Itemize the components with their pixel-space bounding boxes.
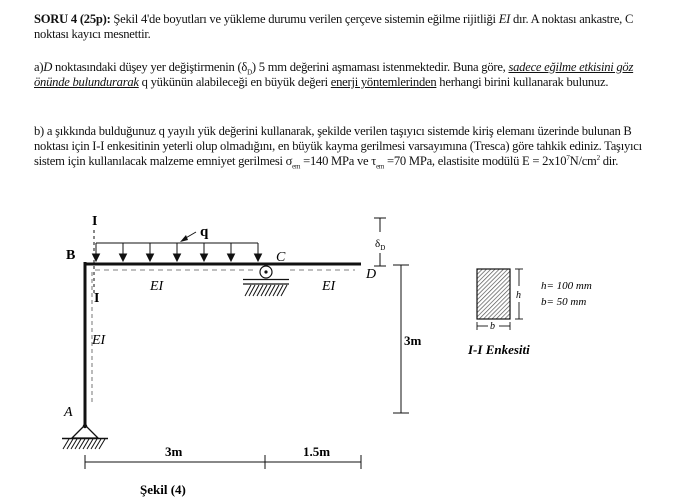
node-label-a: A [64, 405, 73, 420]
part-a-text-1: noktasındaki düşey yer değiştirmenin (δ [52, 60, 248, 74]
cross-section-title: I-I Enkesiti [468, 342, 530, 357]
part-b-sup-7: 7 [566, 154, 570, 163]
part-b-text-2: =140 MPa ve τ [300, 154, 377, 169]
section-cut-label-bottom: I [94, 291, 100, 306]
cross-section-h-label: h [516, 290, 521, 301]
node-label-c: C [276, 250, 286, 265]
height-dimension-label: 3m [404, 333, 422, 348]
intro-text-1: Şekil 4'de boyutları ve yükleme durumu verilen çerçeve sistemin eğilme rijitliği [110, 12, 499, 26]
intro-text-2: dır. A noktası ankastre, C noktası kayıcı mesnettir. [34, 12, 634, 42]
part-b-text-1: b) a şıkkında bulduğunuz q yayılı yük değerini kullanarak, şekilde verilen taşıyıcı sistemde kiriş elemanı üzerinde bulunan B noktası için I-I enkesitinin yeterli olup olmadığını, en büyük kayma gerilmesi varsayımına (Tresca) göre tahkik ediniz. Taşıyıcı sistem için kullanılacak malzeme emniyet gerilmesi σ [34, 124, 642, 169]
node-label-d: D [366, 267, 377, 282]
load-label-q: q [200, 224, 209, 240]
cross-section-b-value: b= 50 mm [541, 296, 587, 308]
delta-d-label: $\delta_D$ [375, 238, 386, 252]
load-arrows [93, 243, 262, 261]
part-a-sub-d: D [247, 68, 252, 77]
node-label-b: B [66, 248, 76, 263]
cross-section-h-value: h= 100 mm [541, 280, 592, 292]
part-a-emphasis: sadece eğilme etkisini göz önünde bulundurarak [34, 60, 634, 90]
part-a-d: D [43, 60, 53, 74]
part-b-sub-em2: em [376, 162, 385, 171]
span-dimension-label-1: 3m [165, 444, 183, 459]
part-b-sup-2: 2 [596, 154, 600, 163]
section-cut-label-top: I [92, 214, 98, 229]
part-a-label: a) [34, 60, 44, 74]
cross-section-b-label: b [490, 321, 495, 332]
part-b-sub-em1: em [292, 162, 301, 171]
part-b-text-5: dir. [599, 154, 619, 169]
cross-section-rect [477, 269, 510, 319]
part-b-text-4: N/cm [569, 154, 597, 169]
span-dimension-label-2: 1.5m [303, 444, 331, 459]
ei-label-column: EI [92, 333, 106, 348]
part-a-text-3: q yükünün alabileceği en büyük değeri [138, 75, 331, 90]
part-a-text-2: ) 5 mm değerini aşmaması istenmektedir. Buna göre, [251, 60, 509, 74]
ei-label-beam-right: EI [322, 279, 336, 294]
load-leader-head [180, 235, 188, 242]
ei-label-beam-left: EI [150, 279, 164, 294]
question-heading: SORU 4 (25p): [34, 12, 111, 26]
part-a-text-4: herhangi birini kullanarak bulunuz. [436, 75, 609, 90]
part-b-text-3: =70 MPa, elastisite modülü E = 2x10 [384, 154, 567, 169]
part-a-underline: enerji yöntemlerinden [330, 75, 437, 90]
roller-support-c [243, 266, 289, 296]
intro-ei: EI [498, 12, 511, 26]
fixed-support-a [62, 424, 108, 449]
figure-caption: Şekil (4) [140, 482, 186, 497]
